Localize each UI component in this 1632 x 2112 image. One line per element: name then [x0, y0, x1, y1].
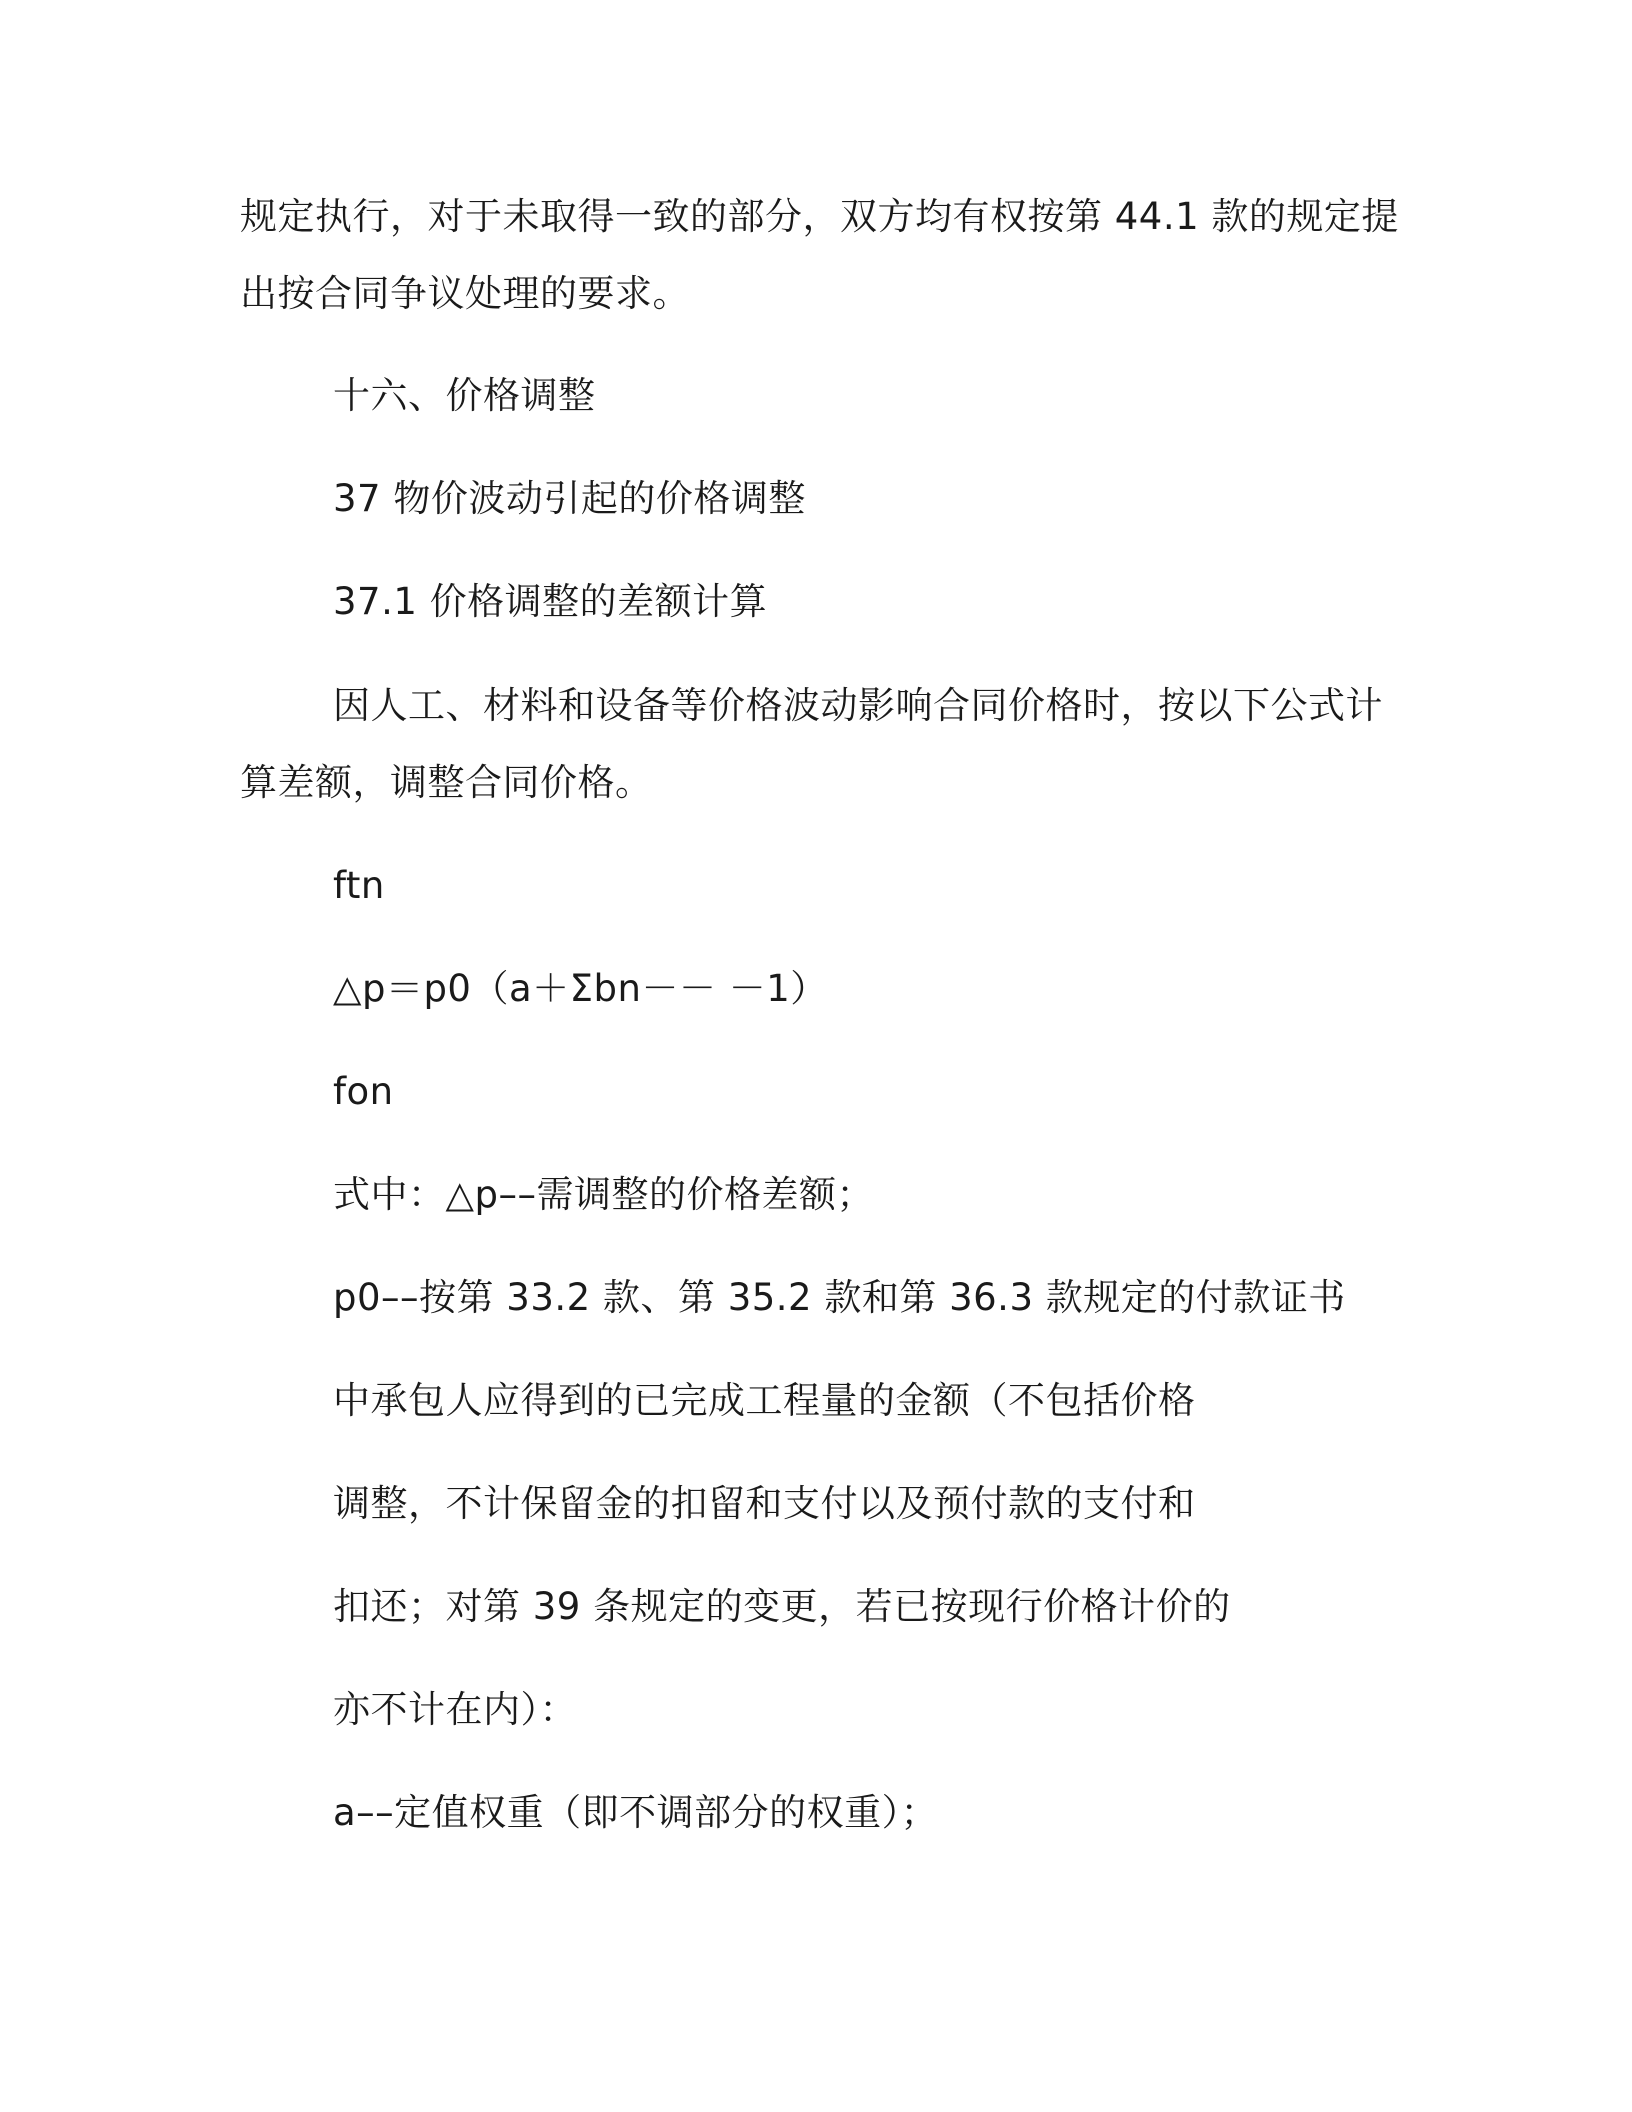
definition-line: 中承包人应得到的已完成工程量的金额（不包括价格: [333, 1379, 1196, 1422]
formula-line: △p＝p0（a＋Σbn－－ －1）: [333, 967, 828, 1010]
paragraph-line: 规定执行，对于未取得一致的部分，双方均有权按第 44.1 款的规定提: [240, 195, 1399, 238]
definition-line: 调整，不计保留金的扣留和支付以及预付款的支付和: [333, 1482, 1196, 1525]
definition-line: 亦不计在内）：: [333, 1688, 577, 1731]
paragraph-line: 出按合同争议处理的要求。: [240, 272, 690, 315]
subclause-heading: 37.1 价格调整的差额计算: [333, 580, 768, 623]
paragraph-line: 因人工、材料和设备等价格波动影响合同价格时，按以下公式计: [333, 684, 1383, 727]
formula-line: fon: [333, 1070, 394, 1113]
formula-line: ftn: [333, 864, 385, 907]
definition-line: p0––按第 33.2 款、第 35.2 款和第 36.3 款规定的付款证书: [333, 1276, 1346, 1319]
definition-line: a––定值权重（即不调部分的权重）；: [333, 1791, 939, 1834]
paragraph-line: 算差额，调整合同价格。: [240, 761, 653, 804]
section-heading: 十六、价格调整: [333, 374, 596, 417]
definition-line: 扣还；对第 39 条规定的变更，若已按现行价格计价的: [333, 1585, 1231, 1628]
clause-heading: 37 物价波动引起的价格调整: [333, 477, 806, 520]
definition-line: 式中：△p––需调整的价格差额；: [333, 1173, 874, 1216]
